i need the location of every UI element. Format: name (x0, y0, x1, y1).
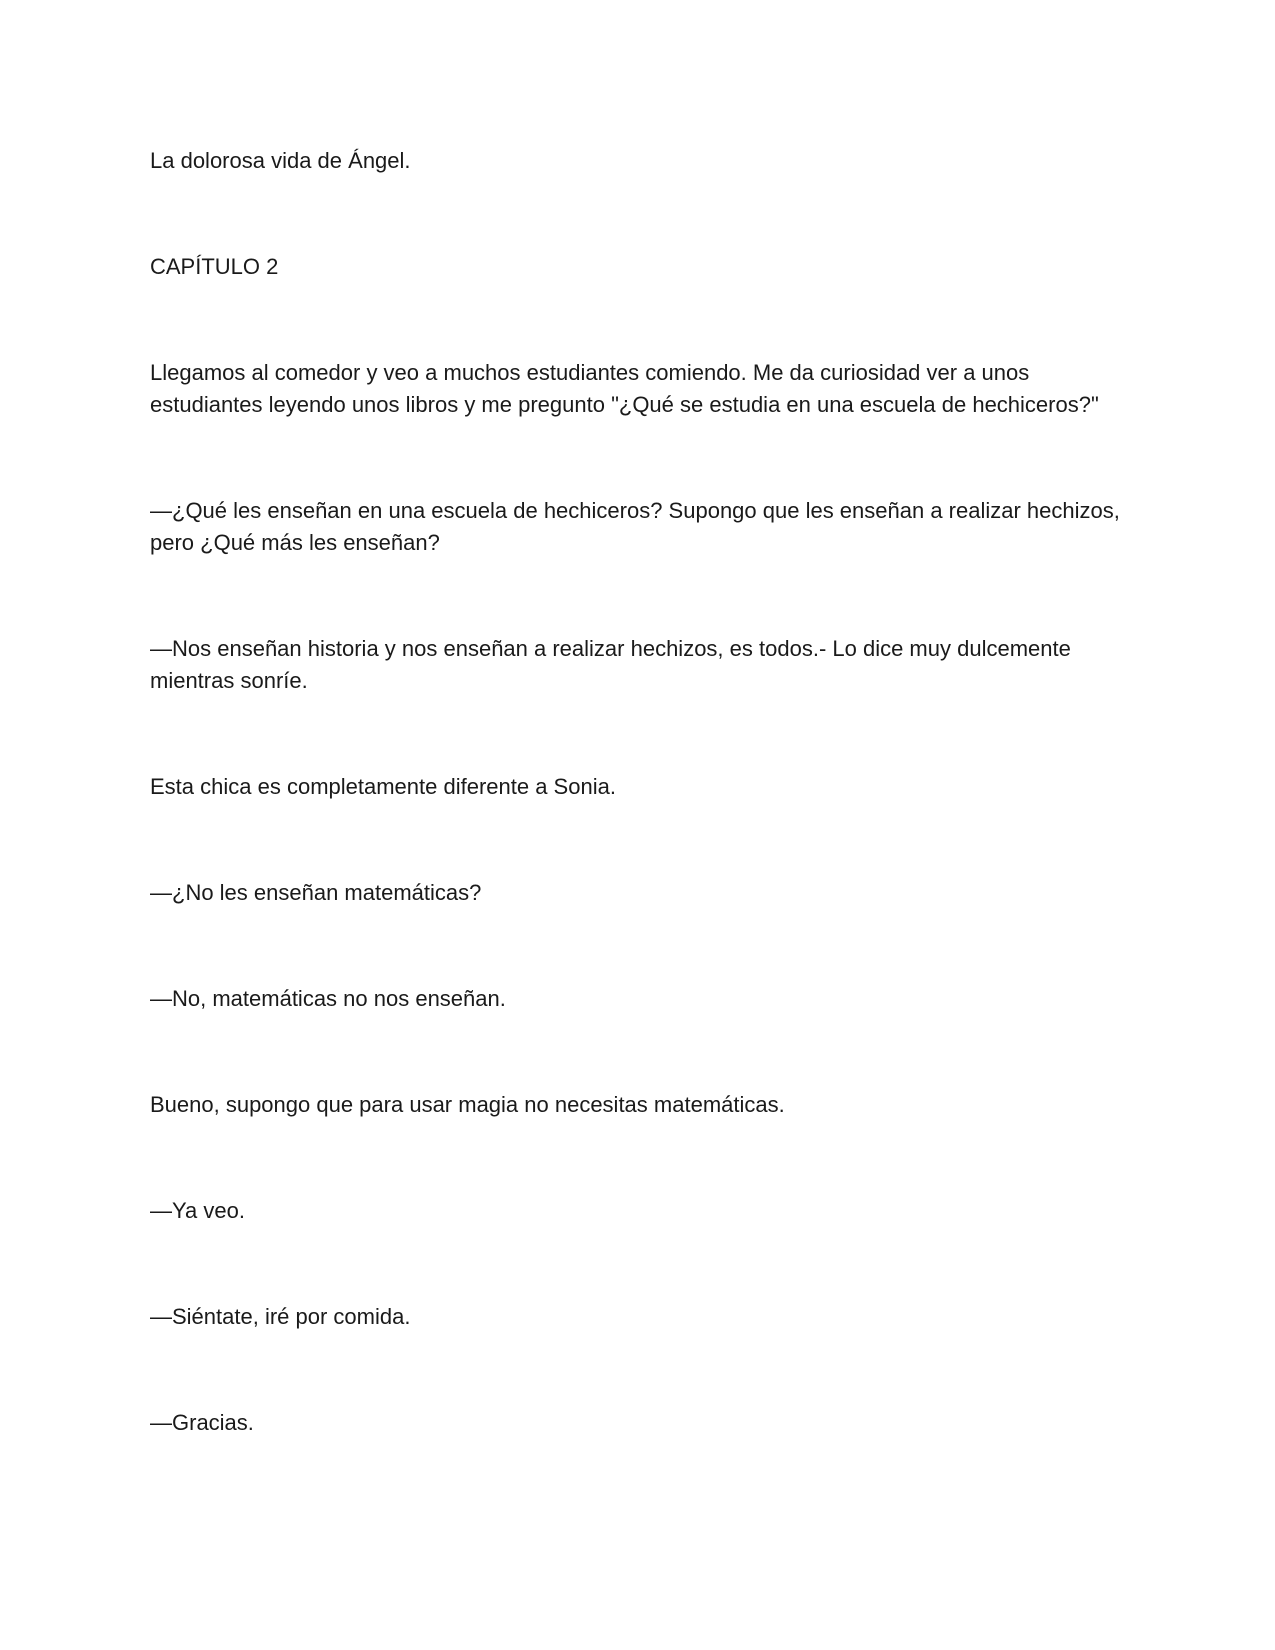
paragraph: —Siéntate, iré por comida. (150, 1304, 411, 1329)
paragraph: Llegamos al comedor y veo a muchos estudiantes comiendo. Me da curiosidad ver a unos estudiantes leyendo unos libros y me pregunto "¿Qué se estudia en una escuela de hechiceros?" (150, 360, 1099, 417)
paragraph: Bueno, supongo que para usar magia no necesitas matemáticas. (150, 1092, 785, 1117)
paragraph: Esta chica es completamente diferente a Sonia. (150, 774, 616, 799)
paragraph: —Gracias. (150, 1410, 254, 1435)
paragraph: —¿No les enseñan matemáticas? (150, 880, 482, 905)
paragraph: —Nos enseñan historia y nos enseñan a realizar hechizos, es todos.- Lo dice muy dulcemente mientras sonríe. (150, 636, 1071, 693)
document-title: La dolorosa vida de Ángel. (150, 148, 411, 173)
paragraph: —No, matemáticas no nos enseñan. (150, 986, 506, 1011)
paragraph: —Ya veo. (150, 1198, 245, 1223)
chapter-heading: CAPÍTULO 2 (150, 254, 279, 279)
paragraph: —¿Qué les enseñan en una escuela de hechiceros? Supongo que les enseñan a realizar hechizos, pero ¿Qué más les enseñan? (150, 498, 1120, 555)
